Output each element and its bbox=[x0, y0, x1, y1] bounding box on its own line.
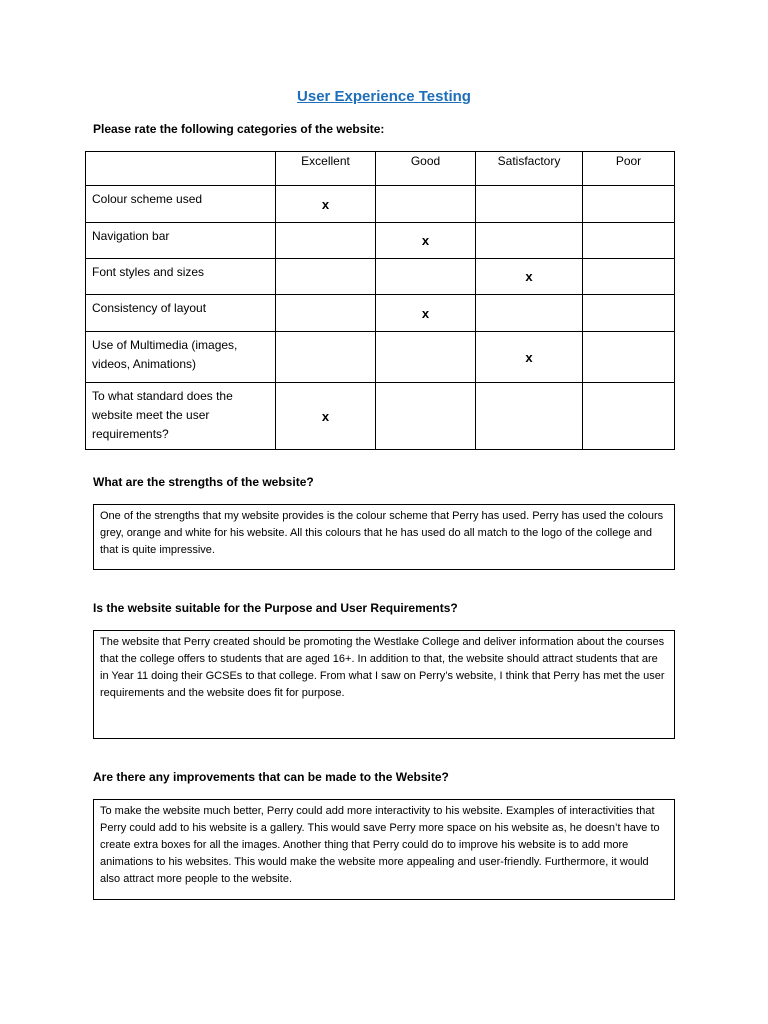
rating-category-cell: Navigation bar bbox=[86, 223, 276, 259]
header-cell-satisfactory: Satisfactory bbox=[476, 152, 583, 186]
rating-cell-satisfactory: x bbox=[476, 332, 583, 383]
rating-cell-satisfactory bbox=[476, 383, 583, 450]
rating-category-cell: Font styles and sizes bbox=[86, 259, 276, 295]
rating-header-row bbox=[86, 152, 675, 186]
header-cell-poor: Poor bbox=[583, 152, 675, 186]
rating-row bbox=[86, 295, 675, 332]
rating-row bbox=[86, 383, 675, 450]
rating-cell-satisfactory bbox=[476, 186, 583, 223]
rating-cell-excellent: x bbox=[276, 383, 376, 450]
header-cell-excellent: Excellent bbox=[276, 152, 376, 186]
rating-cell-excellent bbox=[276, 259, 376, 295]
rating-table bbox=[85, 151, 675, 450]
rating-cell-poor bbox=[583, 186, 675, 223]
rating-cell-satisfactory bbox=[476, 295, 583, 332]
strengths-question: What are the strengths of the website? bbox=[93, 475, 314, 489]
rating-cell-poor bbox=[583, 259, 675, 295]
rating-cell-satisfactory bbox=[476, 223, 583, 259]
header-cell-good: Good bbox=[376, 152, 476, 186]
rating-category-cell: Consistency of layout bbox=[86, 295, 276, 332]
rating-cell-good: x bbox=[376, 223, 476, 259]
rating-category-cell: Colour scheme used bbox=[86, 186, 276, 223]
rating-cell-poor bbox=[583, 332, 675, 383]
rating-row bbox=[86, 186, 675, 223]
rating-cell-poor bbox=[583, 383, 675, 450]
rating-cell-excellent bbox=[276, 332, 376, 383]
rating-category-cell: Use of Multimedia (images, videos, Animations) bbox=[86, 332, 276, 383]
rating-cell-good bbox=[376, 186, 476, 223]
suitability-question: Is the website suitable for the Purpose and User Requirements? bbox=[93, 601, 458, 615]
rating-cell-poor bbox=[583, 223, 675, 259]
header-cell-blank bbox=[86, 152, 276, 186]
page-title: User Experience Testing bbox=[297, 88, 471, 105]
rating-cell-good bbox=[376, 332, 476, 383]
rating-cell-excellent bbox=[276, 223, 376, 259]
rating-cell-excellent: x bbox=[276, 186, 376, 223]
suitability-answer-box: The website that Perry created should be promoting the Westlake College and deliver information about the courses that the college offers to students that are aged 16+. In addition to that, the website should attract students that are in Year 11 doing their GCSEs to that college. From what I saw on Perry’s website, I think that Perry has met the user requirements and the website does fit for purpose. bbox=[93, 630, 675, 739]
rating-row bbox=[86, 223, 675, 259]
rating-table-body bbox=[86, 186, 675, 450]
rating-category-cell: To what standard does the website meet the user requirements? bbox=[86, 383, 276, 450]
rating-cell-good bbox=[376, 383, 476, 450]
rating-row bbox=[86, 259, 675, 295]
rating-cell-excellent bbox=[276, 295, 376, 332]
rating-cell-poor bbox=[583, 295, 675, 332]
rating-cell-good: x bbox=[376, 295, 476, 332]
improvements-answer-box: To make the website much better, Perry could add more interactivity to his website. Examples of interactivities that Perry could add to his website is a gallery. This would save Perry more space on his website as, he doesn’t have to create extra boxes for all the images. Another thing that Perry could do to improve his website is to add more animations to his websites. This would make the website more appealing and user-friendly. Furthermore, it would also attract more people to the website. bbox=[93, 799, 675, 900]
rating-cell-good bbox=[376, 259, 476, 295]
improvements-question: Are there any improvements that can be made to the Website? bbox=[93, 770, 449, 784]
rating-row bbox=[86, 332, 675, 383]
table-intro: Please rate the following categories of the website: bbox=[93, 122, 385, 136]
rating-cell-satisfactory: x bbox=[476, 259, 583, 295]
strengths-answer-box: One of the strengths that my website provides is the colour scheme that Perry has used. Perry has used the colours grey, orange and white for his website. All this colours that he has used do all match to the logo of the college and that is quite impressive. bbox=[93, 504, 675, 570]
